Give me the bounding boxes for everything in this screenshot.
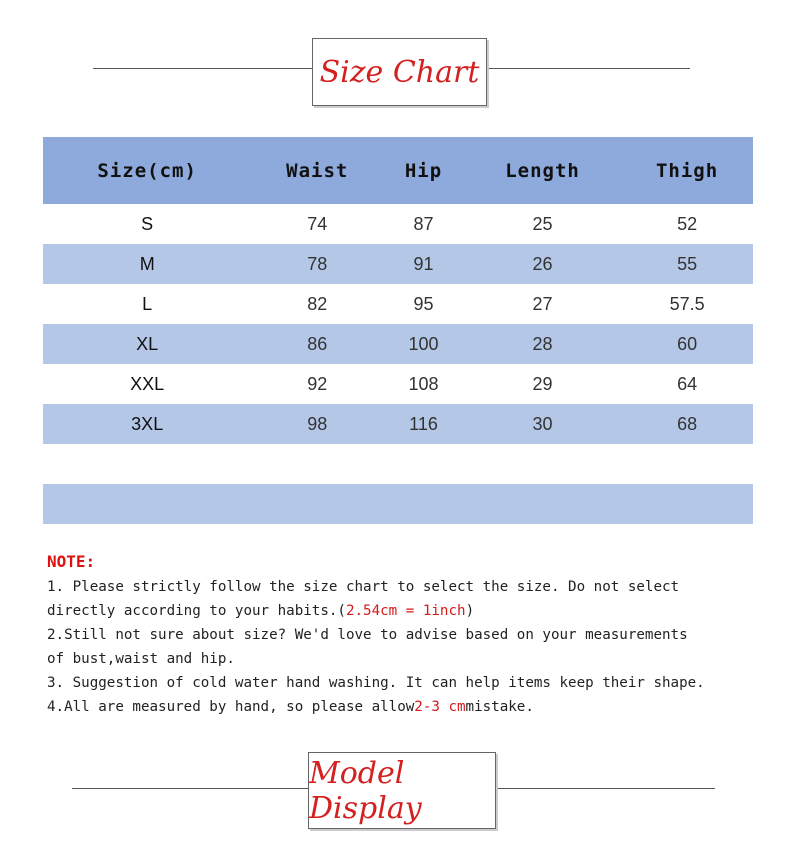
cell-waist: 78 — [251, 244, 383, 284]
cell-waist: 74 — [307, 213, 328, 234]
model-display-title: Model Display — [308, 752, 496, 829]
note-line: mistake. — [465, 699, 534, 715]
note-line: 1. Please strictly follow the size chart to select the size. Do not select — [47, 579, 680, 595]
cell-waist: 98 — [251, 404, 383, 444]
cell-length: 27 — [532, 293, 553, 314]
cell-size: XXL — [130, 373, 165, 394]
cell-length: 30 — [464, 404, 621, 444]
cell-size: L — [142, 293, 153, 314]
cell-thigh: 52 — [677, 213, 698, 234]
note-line: 2.Still not sure about size? We'd love to advise based on your measurements — [47, 627, 688, 643]
empty-cell — [251, 444, 383, 484]
cell-length: 28 — [464, 324, 621, 364]
cell-hip: 108 — [408, 373, 439, 394]
cell-hip: 91 — [383, 244, 464, 284]
empty-cell — [621, 484, 753, 524]
col-length: Length — [464, 137, 621, 204]
empty-row — [43, 444, 753, 484]
cell-thigh: 60 — [621, 324, 753, 364]
note-line: of bust,waist and hip. — [47, 651, 235, 667]
table-row — [43, 404, 753, 444]
notes-title: NOTE: — [47, 552, 96, 571]
note-line: ) — [465, 603, 475, 619]
cell-waist: 82 — [307, 293, 328, 314]
empty-cell — [464, 484, 621, 524]
cell-thigh: 55 — [621, 244, 753, 284]
table-row — [43, 324, 753, 364]
cell-hip: 116 — [383, 404, 464, 444]
cell-length: 26 — [464, 244, 621, 284]
cell-thigh: 68 — [621, 404, 753, 444]
col-thigh: Thigh — [621, 137, 753, 204]
size-table — [43, 137, 753, 524]
tolerance: 2-3 cm — [414, 699, 466, 715]
cell-size: XL — [43, 324, 251, 364]
cell-hip: 87 — [413, 213, 434, 234]
size-chart-title: Size Chart — [312, 38, 487, 106]
table-row — [43, 284, 753, 324]
cell-hip: 100 — [383, 324, 464, 364]
note-line: 4.All are measured by hand, so please allow — [47, 699, 415, 715]
cell-length: 25 — [532, 213, 553, 234]
col-waist: Waist — [251, 137, 383, 204]
cell-thigh: 57.5 — [669, 293, 705, 314]
note-line: 3. Suggestion of cold water hand washing. It can help items keep their shape. — [47, 675, 705, 691]
cell-thigh: 64 — [677, 373, 698, 394]
cell-waist: 86 — [251, 324, 383, 364]
cell-size: M — [43, 244, 251, 284]
cell-length: 29 — [532, 373, 553, 394]
empty-cell — [383, 484, 464, 524]
empty-cell — [251, 484, 383, 524]
col-hip: Hip — [383, 137, 464, 204]
table-row — [43, 204, 753, 244]
table-row — [43, 364, 753, 404]
empty-row — [43, 484, 753, 524]
empty-cell — [43, 484, 251, 524]
note-line: directly according to your habits.( — [47, 603, 346, 619]
table-row — [43, 244, 753, 284]
cell-size: 3XL — [43, 404, 251, 444]
empty-cell — [383, 444, 464, 484]
empty-cell — [43, 444, 251, 484]
cell-waist: 92 — [307, 373, 328, 394]
notes-section — [47, 550, 705, 719]
cell-hip: 95 — [413, 293, 434, 314]
empty-cell — [464, 444, 621, 484]
table-header-row — [43, 137, 753, 204]
empty-cell — [621, 444, 753, 484]
inch-conversion: 2.54cm = 1inch — [345, 603, 466, 619]
col-size: Size(cm) — [43, 137, 251, 204]
cell-size: S — [141, 213, 154, 234]
